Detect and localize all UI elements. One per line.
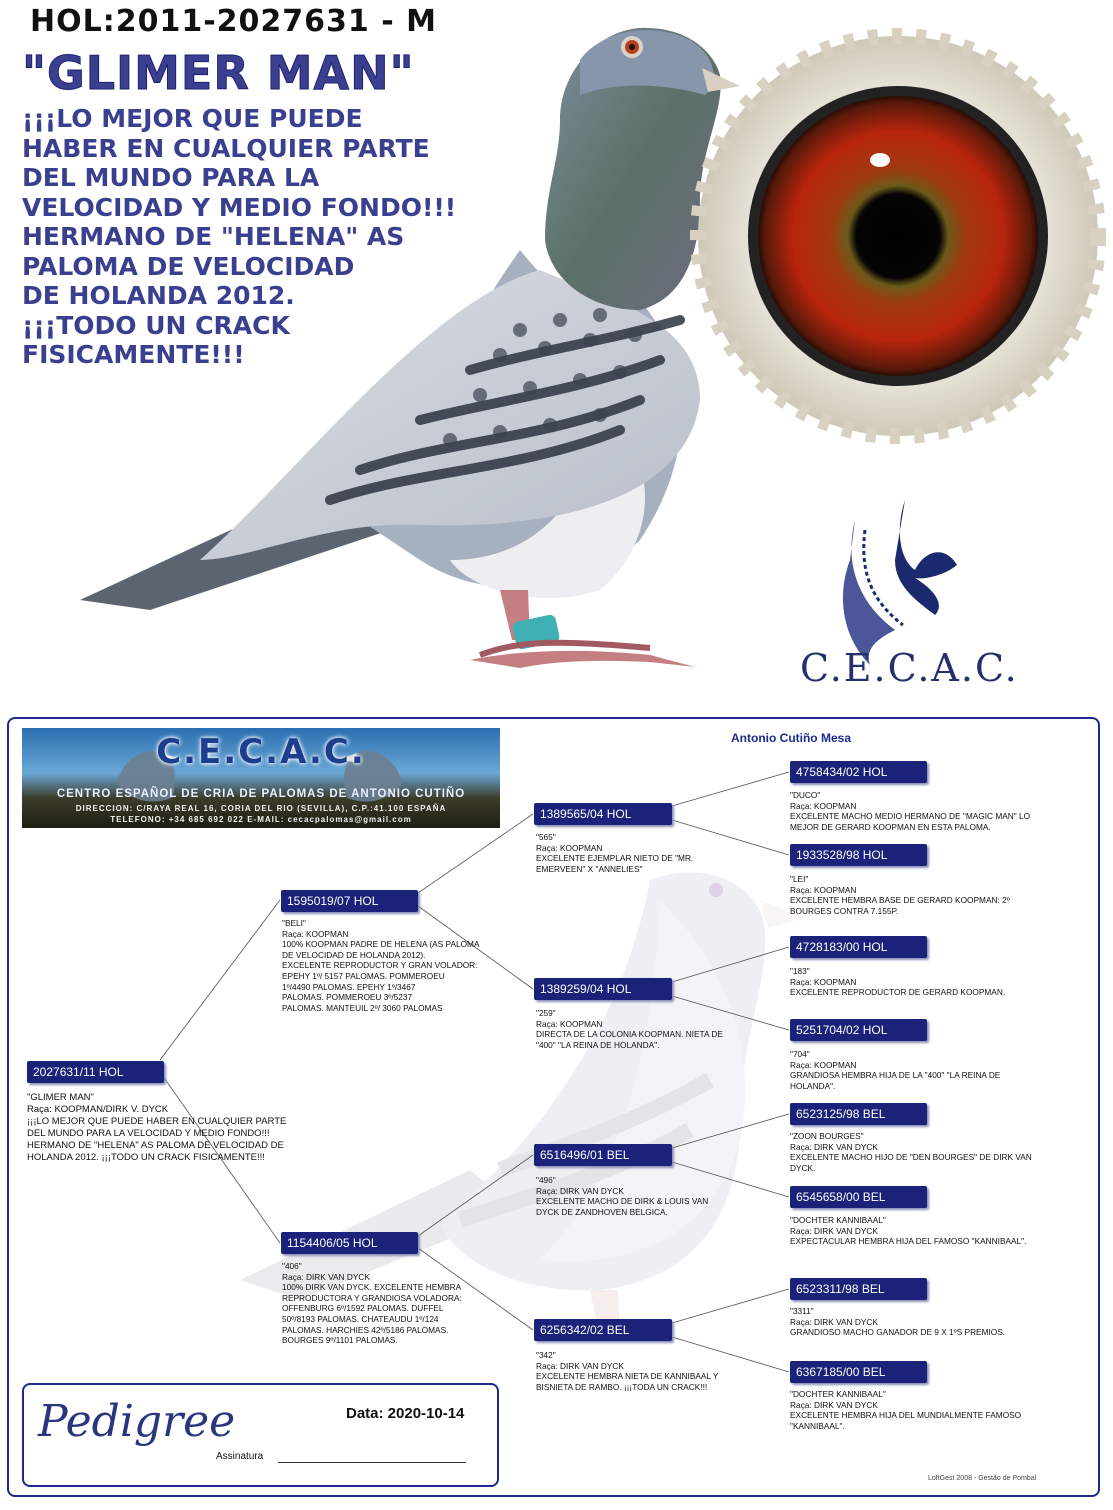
desc-line: "DOCHTER KANNIBAAL" [790,1389,886,1399]
desc-line: Raça: DIRK VAN DYCK [790,1141,878,1152]
dam-ring-box: 1154406/05 HOL [281,1232,418,1254]
desc-line: EXPECTACULAR HEMBRA HIJA DEL FAMOSO "KANNIBAAL". [790,1236,1027,1247]
desc-line: REPRODUCTORA Y GRANDIOSA VOLADORA: [282,1292,462,1303]
promo-line: VELOCIDAD Y MEDIO FONDO!!! [22,192,457,222]
desc-line: Raça: DIRK VAN DYCK [536,1185,624,1196]
desc-line: Raça: KOOPMAN/DIRK V. DYCK [27,1104,169,1115]
desc-line: EXCELENTE HEMBRA NIETA DE KANNIBAAL Y [536,1371,719,1382]
desc-line: EXCELENTE REPRODUCTOR DE GERARD KOOPMAN. [790,987,1006,998]
desc-line: Raça: KOOPMAN [790,1059,857,1070]
desc-line: ¡¡¡LO MEJOR QUE PUEDE HABER EN CUALQUIER PARTE [27,1116,287,1127]
desc-line: 100% DIRK VAN DYCK. EXCELENTE HEMBRA [282,1282,462,1293]
desc-line: EXCELENTE EJEMPLAR NIETO DE "MR. [536,853,694,864]
desc-line: MEJOR DE GERARD KOOPMAN EN ESTA PALOMA. [790,821,991,832]
desc-line: EXCELENTE REPRODUCTOR Y GRAN VOLADOR: [282,960,478,971]
desc-line: 100% KOOPMAN PADRE DE HELENA (AS PALOMA [282,939,480,950]
banner-address: DIRECCION: C/RAYA REAL 16, CORIA DEL RIO (SEVILLA), C.P.:41.100 ESPAÑA [75,804,447,813]
grandsire-paternal-ring-box: 1389565/04 HOL [534,803,672,825]
desc-line: DIRECTA DE LA COLONIA KOOPMAN. NIETA DE [536,1029,723,1040]
banner-subtitle: CENTRO ESPAÑOL DE CRIA DE PALOMAS DE ANTONIO CUTIÑO [56,788,466,800]
desc-line: "704" [790,1049,810,1059]
desc-line: DYCK DE ZANDHOVEN BELGICA. [536,1206,668,1217]
desc-line: EMERVEEN" X "ANNELIES" [536,863,643,874]
desc-line: EXCELENTE MACHO DE DIRK & LOUIS VAN [536,1196,709,1207]
desc-line: OFFENBURG 6º/1592 PALOMAS. DUFFEL [282,1303,444,1314]
banner-contact: TELEFONO: +34 685 692 022 E-MAIL: cecacpalomas@gmail.com [110,815,412,824]
sire-description [282,918,480,1013]
desc-line: "342" [536,1350,556,1360]
grandsire-maternal-description [536,1175,708,1217]
desc-line: "3311" [790,1306,814,1316]
desc-line: GRANDIOSA HEMBRA HIJA DE LA "400" "LA REINA DE [790,1070,1001,1081]
desc-line: Raça: KOOPMAN [536,1018,603,1029]
desc-line: Raça: KOOPMAN [282,928,349,939]
sire-ring-box: 1595019/07 HOL [281,890,418,912]
desc-line: EXCELENTE HEMBRA HIJA DEL MUNDIALMENTE FAMOSO [790,1410,1022,1421]
desc-line: Raça: DIRK VAN DYCK [790,1399,878,1410]
desc-line: "DOCHTER KANNIBAAL" [790,1215,886,1225]
great-grandparent-ring-box: 4728183/00 HOL [790,936,927,958]
desc-line: Raça: DIRK VAN DYCK [790,1316,878,1327]
great-grandparent-description [790,790,1030,832]
great-grandparent-ring-box: 5251704/02 HOL [790,1019,927,1041]
great-grandparent-description [790,1131,1032,1173]
subject-description [27,1092,286,1164]
subject-ring-box: 2027631/11 HOL [27,1061,164,1083]
desc-line: "400" "LA REINA DE HOLANDA". [536,1039,660,1050]
great-grandparent-ring-box: 6523311/98 BEL [790,1278,927,1300]
desc-line: EXCELENTE MACHO MEDIO HERMANO DE "MAGIC MAN" LO [790,811,1031,822]
granddam-paternal-description [536,1008,723,1050]
promo-line: ¡¡¡TODO UN CRACK [22,310,290,340]
desc-line: Raça: KOOPMAN [536,842,603,853]
date-label: Data: 2020-10-14 [346,1405,465,1422]
desc-line: DYCK. [790,1162,816,1173]
pedigree-word: Pedigree [38,1396,236,1447]
granddam-paternal-ring-box: 1389259/04 HOL [534,978,672,1000]
great-grandparent-ring-box: 1933528/98 HOL [790,844,927,866]
great-grandparent-description [790,874,1010,916]
promo-line: FISICAMENTE!!! [22,340,245,369]
desc-line: PALOMAS. HARCHIES 42º/5186 PALOMAS. [282,1324,449,1335]
great-grandparent-ring-box: 6545658/00 BEL [790,1186,927,1208]
desc-line: Raça: KOOPMAN [790,884,857,895]
desc-line: GRANDIOSO MACHO GANADOR DE 9 X 1ºS PREMIOS. [790,1327,1006,1338]
signature-line[interactable] [278,1462,466,1463]
desc-line: BOURGES CONTRA 7.155P. [790,905,899,916]
desc-line: "406" [282,1261,302,1271]
desc-line: Raça: DIRK VAN DYCK [282,1271,370,1282]
cecac-logo-text: C.E.C.A.C. [800,646,1019,690]
pigeon-name-title: "GLIMER MAN" [22,46,415,100]
software-credit: LoftGest 2008 - Gestão de Pombal [928,1475,1037,1482]
promo-line: HABER EN CUALQUIER PARTE [22,133,430,163]
desc-line: HERMANO DE "HELENA" AS PALOMA DE VELOCIDAD DE [27,1140,284,1151]
great-grandparent-description [790,1215,1026,1247]
desc-line: EPEHY 1º/ 5157 PALOMAS. POMMEROEU [282,970,445,981]
grandsire-maternal-ring-box: 6516496/01 BEL [534,1144,672,1166]
granddam-maternal-description [536,1350,718,1392]
desc-line: HOLANDA". [790,1080,836,1091]
desc-line: Raça: KOOPMAN [790,976,857,987]
great-grandparent-description [790,966,1005,998]
signature-label: Assinatura [216,1451,264,1462]
ring-number-title: HOL:2011-2027631 - M [30,4,437,39]
owner-name: Antonio Cutiño Mesa [731,731,851,745]
great-grandparent-ring-box: 6523125/98 BEL [790,1103,927,1125]
desc-line: EXCELENTE MACHO HIJO DE "DEN BOURGES" DE DIRK VAN [790,1152,1032,1163]
great-grandparent-description [790,1049,1000,1091]
desc-line: "565" [536,832,556,842]
desc-line: "ZOON BOURGES" [790,1131,864,1141]
dam-description [282,1261,462,1346]
grandsire-paternal-description [536,832,693,874]
desc-line: 1º/4490 PALOMAS. EPEHY 1º/3467 [282,981,416,992]
desc-line: DE VELOCIDAD DE HOLANDA 2012). [282,949,426,960]
desc-line: "KANNIBAAL". [790,1420,845,1431]
great-grandparent-description [790,1389,1021,1431]
desc-line: PALOMAS. POMMEROEU 3º/5237 [282,992,413,1003]
desc-line: BISNIETA DE RAMBO. ¡¡¡TODA UN CRACK!!! [536,1381,708,1392]
desc-line: "LEI" [790,874,809,884]
desc-line: "259" [536,1008,556,1018]
desc-line: HOLANDA 2012. ¡¡¡TODO UN CRACK FISICAMENTE!!! [27,1152,265,1163]
banner-title: C.E.C.A.C. [156,732,366,772]
desc-line: "183" [790,966,810,976]
desc-line: DEL MUNDO PARA LA VELOCIDAD Y MEDIO FONDO!!! [27,1128,270,1139]
desc-line: "DUCO" [790,790,821,800]
great-grandparent-ring-box: 4758434/02 HOL [790,761,927,783]
desc-line: 50º/8193 PALOMAS. CHATEAUDU 1º/124 [282,1313,439,1324]
promo-line: DE HOLANDA 2012. [22,281,295,310]
desc-line: "BELI" [282,918,306,928]
promo-line: ¡¡¡LO MEJOR QUE PUEDE [22,104,363,133]
desc-line: Raça: DIRK VAN DYCK [536,1360,624,1371]
great-grandparent-description [790,1306,1005,1338]
desc-line: "496" [536,1175,556,1185]
desc-line: "GLIMER MAN" [27,1092,94,1103]
granddam-maternal-ring-box: 6256342/02 BEL [534,1319,672,1341]
promo-line: HERMANO DE "HELENA" AS [22,222,405,251]
promo-line: DEL MUNDO PARA LA [22,163,320,192]
desc-line: BOURGES 9º/1101 PALOMAS. [282,1335,398,1346]
desc-line: Raça: KOOPMAN [790,800,857,811]
desc-line: PALOMAS. MANTEUIL 2º/ 3060 PALOMAS [282,1002,443,1013]
promo-line: PALOMA DE VELOCIDAD [22,251,355,281]
desc-line: EXCELENTE HEMBRA BASE DE GERARD KOOPMAN: 2º [790,895,1010,906]
desc-line: Raça: DIRK VAN DYCK [790,1225,878,1236]
great-grandparent-ring-box: 6367185/00 BEL [790,1361,927,1383]
